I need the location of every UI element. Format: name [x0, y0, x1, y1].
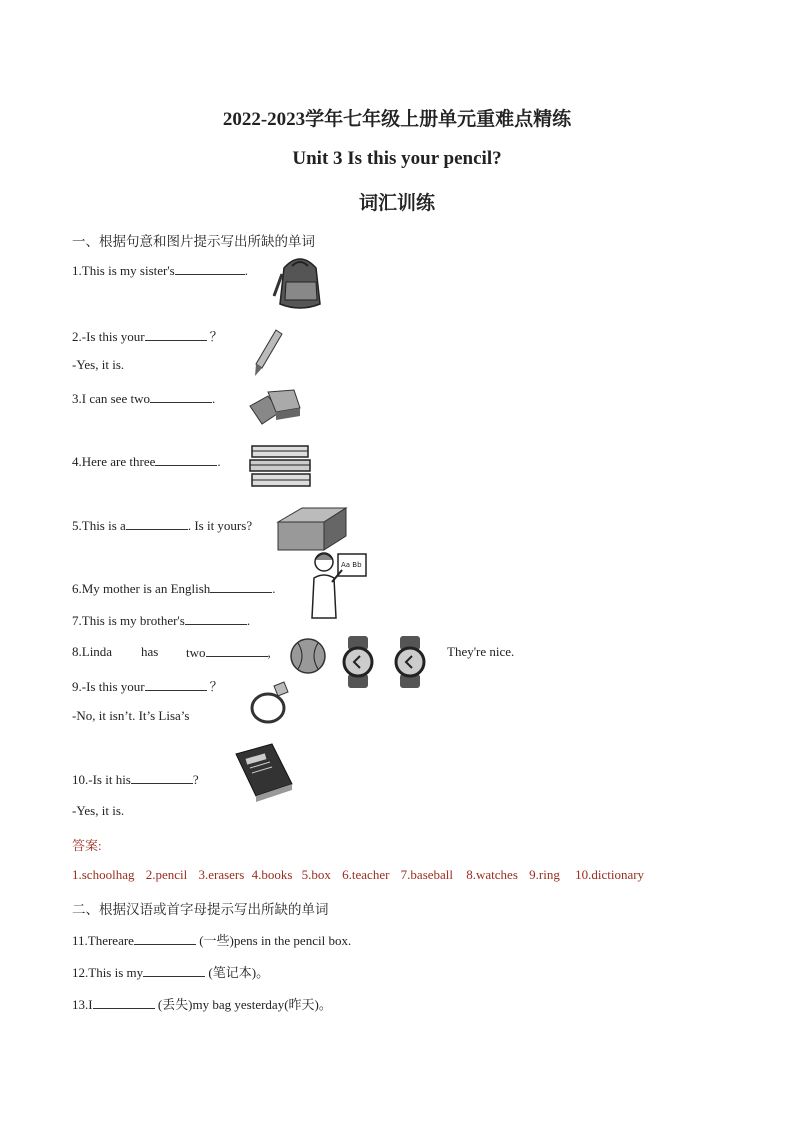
page-title: 2022-2023学年七年级上册单元重难点精练: [222, 109, 572, 130]
box-icon: [274, 504, 350, 552]
dictionary-icon: [232, 740, 296, 802]
backpack-icon: [272, 254, 330, 314]
baseball-icon: [288, 636, 328, 676]
unit-title: Unit 3 Is this your pencil?: [292, 148, 502, 169]
answer-blank[interactable]: [134, 932, 196, 945]
question-text: 2.-Is this your: [72, 329, 145, 344]
question-text: two: [186, 645, 206, 660]
section1-heading: 一、根据句意和图片提示写出所缺的单词: [72, 234, 315, 249]
question-text: .: [211, 391, 216, 406]
answer-blank[interactable]: [206, 644, 268, 657]
question-text: ？: [209, 329, 223, 344]
question-text: (笔记本)。: [208, 965, 270, 980]
question-5: [72, 517, 252, 534]
question-13: [72, 994, 332, 1013]
answer-item: 3.erasers: [198, 867, 245, 882]
question-text: 5.This is a: [72, 518, 126, 533]
section2-heading: 二、根据汉语或首字母提示写出所缺的单词: [72, 902, 329, 917]
answer-item: 5.box: [301, 867, 331, 882]
answer-item: 7.baseball: [400, 867, 454, 882]
question-text: 10.-Is it his: [72, 772, 131, 787]
question-text: 8.Linda: [72, 644, 113, 659]
answer-blank[interactable]: [93, 996, 155, 1009]
teacher-icon: [306, 548, 368, 620]
question-text: 6.My mother is an English: [72, 581, 211, 596]
question-text: ?: [192, 772, 199, 787]
answer-item: 1.schoolhag: [72, 867, 135, 882]
pencil-icon: [252, 328, 284, 378]
answer-blank[interactable]: [150, 390, 212, 403]
answer-blank[interactable]: [175, 262, 245, 275]
answers-list: [72, 867, 644, 883]
question-text: (丢失)my bag yesterday(昨天)。: [157, 997, 332, 1012]
answer-blank[interactable]: [145, 678, 207, 691]
question-text: 9.-Is this your: [72, 679, 145, 694]
watch-icon: [334, 634, 382, 690]
question-text: 11.Thereare: [72, 933, 134, 948]
question-text: .: [272, 581, 276, 596]
question-7: [72, 612, 250, 629]
question-text: ？: [209, 679, 223, 694]
svg-text:Aa Bb: Aa Bb: [341, 561, 362, 569]
books-icon: [246, 442, 314, 490]
question-10: [72, 771, 199, 788]
question-2-reply: -Yes, it is.: [72, 357, 125, 372]
question-8: [72, 644, 112, 660]
answer-blank[interactable]: [131, 771, 193, 784]
question-3: [72, 390, 215, 407]
question-10-reply: -Yes, it is.: [72, 803, 125, 818]
answer-blank[interactable]: [155, 453, 217, 466]
question-text: 3.I can see two: [72, 391, 150, 406]
question-2: [72, 326, 223, 345]
question-text: .: [244, 263, 248, 278]
question-text: 13.I: [72, 997, 93, 1012]
answer-blank[interactable]: [185, 612, 247, 625]
answer-blank[interactable]: [210, 580, 272, 593]
question-text: (一些)pens in the pencil box.: [199, 933, 352, 948]
answers-label: 答案:: [72, 838, 102, 853]
question-4: [72, 453, 221, 470]
question-text: .: [217, 454, 221, 469]
question-9-reply: -No, it isn’t. It’s Lisa’s: [72, 708, 190, 723]
question-1: [72, 262, 248, 279]
section-subtitle: 词汇训练: [358, 193, 435, 214]
answer-item: 9.ring: [529, 867, 560, 882]
question-6: [72, 580, 276, 597]
question-text: 7.This is my brother's: [72, 613, 185, 628]
answer-item: 2.pencil: [145, 867, 188, 882]
question-9: [72, 676, 223, 695]
watch-icon: [386, 634, 434, 690]
ring-icon: [246, 678, 292, 728]
question-text: . Is it yours?: [187, 518, 253, 533]
answer-blank[interactable]: [145, 328, 207, 341]
question-text: They're nice.: [447, 644, 515, 659]
question-text: 12.This is my: [72, 965, 144, 980]
answer-blank[interactable]: [143, 964, 205, 977]
question-text: has: [141, 644, 159, 659]
answer-blank[interactable]: [126, 517, 188, 530]
question-text: 1.This is my sister's: [72, 263, 175, 278]
answer-item: 10.dictionary: [575, 867, 645, 882]
question-12: [72, 962, 269, 981]
answer-item: 6.teacher: [342, 867, 390, 882]
answer-item: 8.watches: [466, 867, 518, 882]
question-8-blank-line: [186, 644, 271, 661]
question-text: ,: [267, 645, 271, 660]
question-11: [72, 930, 351, 949]
question-text: .: [246, 613, 251, 628]
question-text: 4.Here are three: [72, 454, 156, 469]
eraser-icon: [246, 386, 304, 432]
answer-item: 4.books: [251, 867, 293, 882]
